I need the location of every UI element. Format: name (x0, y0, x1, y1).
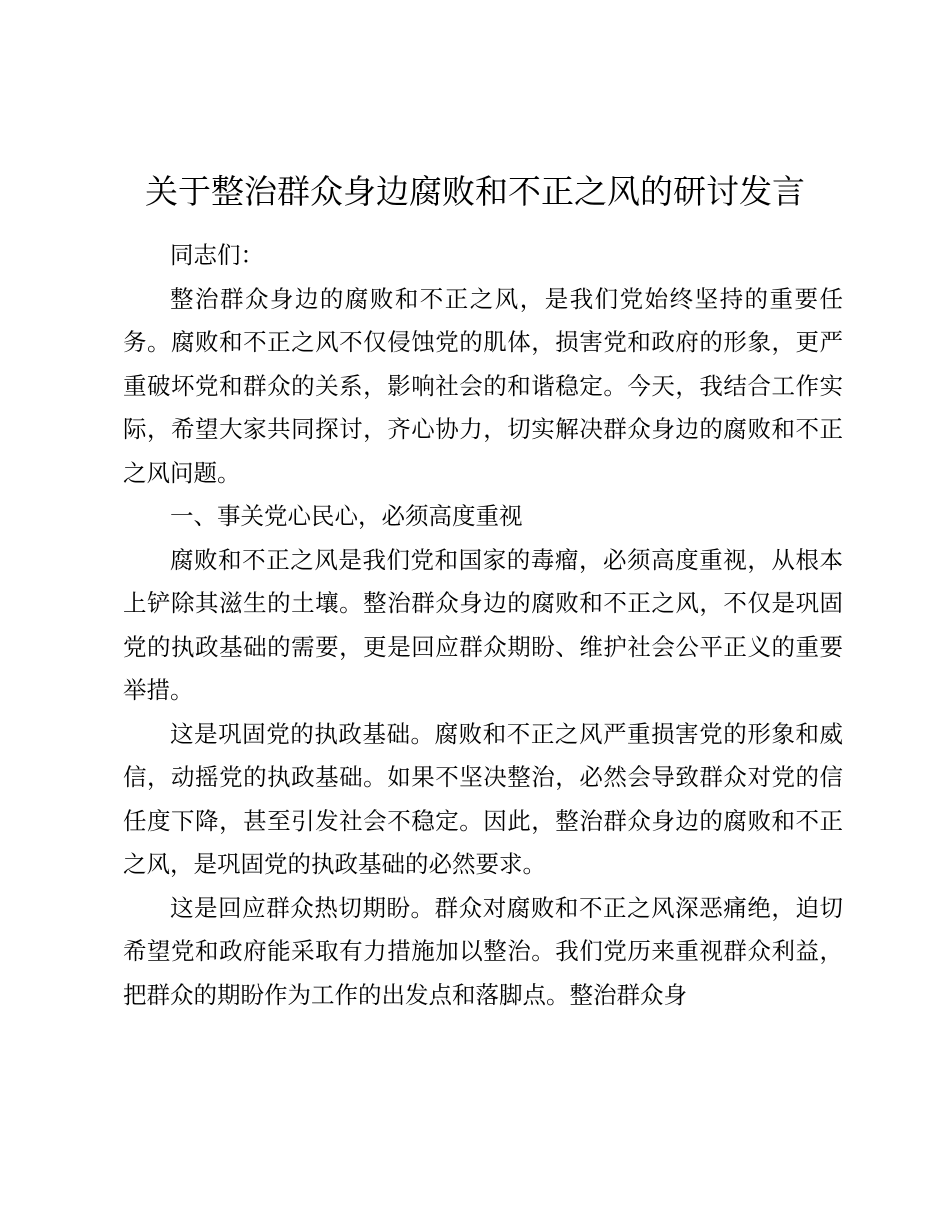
body-paragraph: 腐败和不正之风是我们党和国家的毒瘤，必须高度重视，从根本上铲除其滋生的土壤。整治群众身边的腐败和不正之风，不仅是巩固党的执政基础的需要，更是回应群众期盼、维护社会公平正义的重要举措。 (123, 545, 843, 704)
document-title: 关于整治群众身边腐败和不正之风的研讨发言 (145, 172, 805, 211)
document-body (123, 234, 843, 1017)
body-paragraph: 这是回应群众热切期盼。群众对腐败和不正之风深恶痛绝，迫切希望党和政府能采取有力措施加以整治。我们党历来重视群众利益，把群众的期盼作为工作的出发点和落脚点。整治群众身 (123, 893, 843, 1009)
salutation: 同志们： (170, 241, 264, 269)
body-paragraph: 整治群众身边的腐败和不正之风，是我们党始终坚持的重要任务。腐败和不正之风不仅侵蚀党的肌体，损害党和政府的形象，更严重破坏党和群众的关系，影响社会的和谐稳定。今天，我结合工作实际，希望大家共同探讨，齐心协力，切实解决群众身边的腐败和不正之风问题。 (123, 284, 843, 487)
body-paragraph: 这是巩固党的执政基础。腐败和不正之风严重损害党的形象和威信，动摇党的执政基础。如果不坚决整治，必然会导致群众对党的信任度下降，甚至引发社会不稳定。因此，整治群众身边的腐败和不正之风，是巩固党的执政基础的必然要求。 (123, 719, 843, 878)
section-heading: 一、事关党心民心，必须高度重视 (170, 502, 523, 530)
